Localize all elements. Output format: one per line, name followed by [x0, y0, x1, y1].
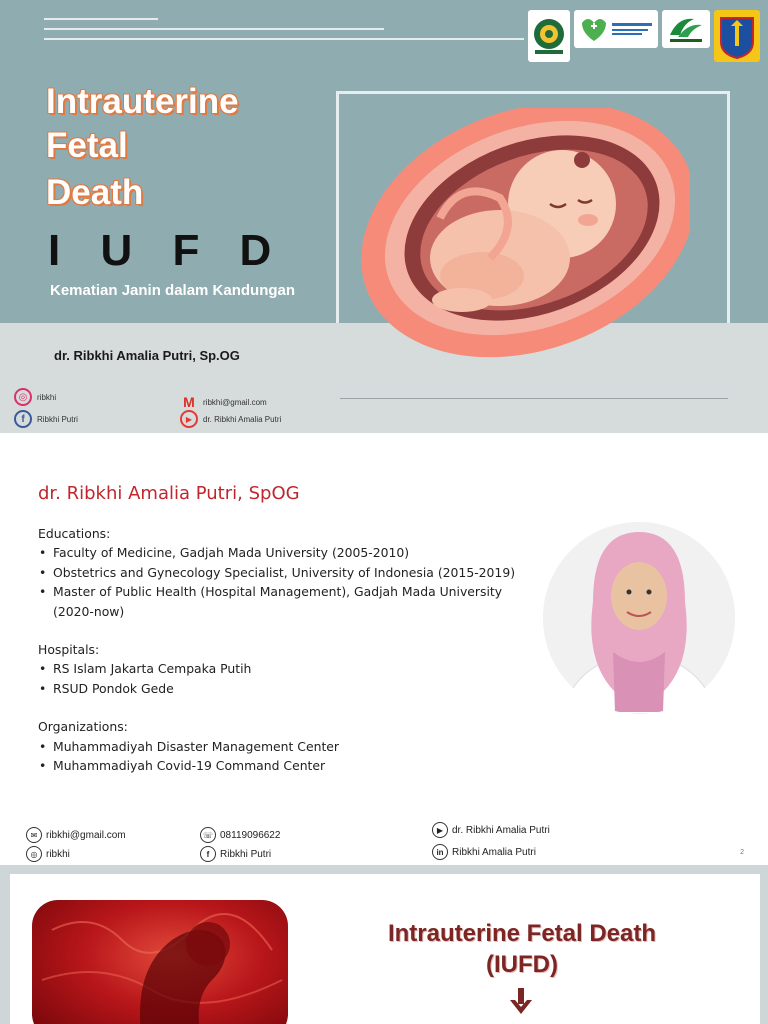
educations-heading: Educations: [38, 526, 111, 541]
contact-linkedin[interactable]: in Ribkhi Amalia Putri [432, 844, 536, 860]
contact-youtube[interactable]: ▶ dr. Ribkhi Amalia Putri [432, 822, 550, 838]
list-item: • Obstetrics and Gynecology Specialist, University of Indonesia (2015-2019) [38, 563, 538, 582]
slide-title-line-2: (IUFD) [486, 951, 558, 978]
subtitle: Kematian Janin dalam Kandungan [50, 282, 296, 299]
jakarta-emblem [714, 10, 760, 62]
youtube-icon: ▶ [432, 822, 448, 838]
fetus-ultrasound-image [32, 900, 288, 1024]
list-item: • RSUD Pondok Gede [38, 679, 538, 698]
contact-email[interactable]: ✉ ribkhi@gmail.com [26, 827, 126, 843]
decorative-line [44, 38, 524, 40]
institution-logos [528, 10, 760, 62]
linkedin-icon: in [432, 844, 448, 860]
facebook-icon: f [14, 410, 32, 428]
title-line-3: Death [46, 173, 144, 212]
arrow-down-icon [508, 986, 534, 1016]
organizations-heading: Organizations: [38, 719, 128, 735]
facebook-handle[interactable]: f Ribkhi Putri [14, 410, 78, 428]
organizations-list [38, 737, 538, 776]
educations-list [38, 543, 538, 621]
phone-icon: ☏ [200, 827, 216, 843]
hospitals-heading: Hospitals: [38, 642, 100, 658]
contact-instagram[interactable]: ◎ ribkhi [26, 846, 70, 862]
list-item: • Faculty of Medicine, Gadjah Mada University (2005-2010) [38, 543, 538, 562]
doctor-name: dr. Ribkhi Amalia Putri, SpOG [38, 483, 300, 504]
facebook-icon: f [200, 846, 216, 862]
title-slide [0, 0, 768, 433]
list-item: • Muhammadiyah Disaster Management Center [38, 737, 538, 756]
email-address[interactable]: M ribkhi@gmail.com [180, 393, 267, 411]
divider [340, 398, 728, 399]
fetus-in-womb-illustration [350, 108, 690, 358]
dinas-kesehatan-logo [662, 10, 710, 48]
slide-title [340, 918, 704, 980]
profile-slide [0, 433, 768, 865]
profile-photo [543, 522, 735, 714]
iufd-definition-slide [10, 874, 760, 1024]
title-line-1: Intrauterine [46, 82, 239, 121]
decorative-line [44, 28, 384, 30]
contact-phone[interactable]: ☏ 08119096622 [200, 827, 280, 843]
rs-islam-logo [528, 10, 570, 62]
title-line-2: Fetal [46, 126, 128, 165]
profile-details [38, 524, 538, 775]
contact-facebook[interactable]: f Ribkhi Putri [200, 846, 271, 862]
email-icon: ✉ [26, 827, 42, 843]
instagram-icon: ◎ [26, 846, 42, 862]
hospitals-list [38, 659, 538, 698]
youtube-icon: ▶ [180, 410, 198, 428]
author-name: dr. Ribkhi Amalia Putri, Sp.OG [54, 348, 240, 363]
slide-title-line-1: Intrauterine Fetal Death [387, 920, 657, 947]
puskesmas-logo [574, 10, 658, 48]
gmail-icon: M [183, 394, 195, 410]
youtube-channel[interactable]: ▶ dr. Ribkhi Amalia Putri [180, 410, 281, 428]
page-number: 2 [740, 849, 744, 856]
instagram-icon: ◎ [14, 388, 32, 406]
acronym: I U F D [48, 226, 286, 275]
list-item: • Muhammadiyah Covid-19 Command Center [38, 756, 538, 775]
decorative-line [44, 18, 158, 20]
list-item: • RS Islam Jakarta Cempaka Putih [38, 659, 538, 678]
list-item: • Master of Public Health (Hospital Management), Gadjah Mada University (2020-now) [38, 582, 538, 621]
instagram-handle[interactable]: ◎ ribkhi [14, 388, 56, 406]
